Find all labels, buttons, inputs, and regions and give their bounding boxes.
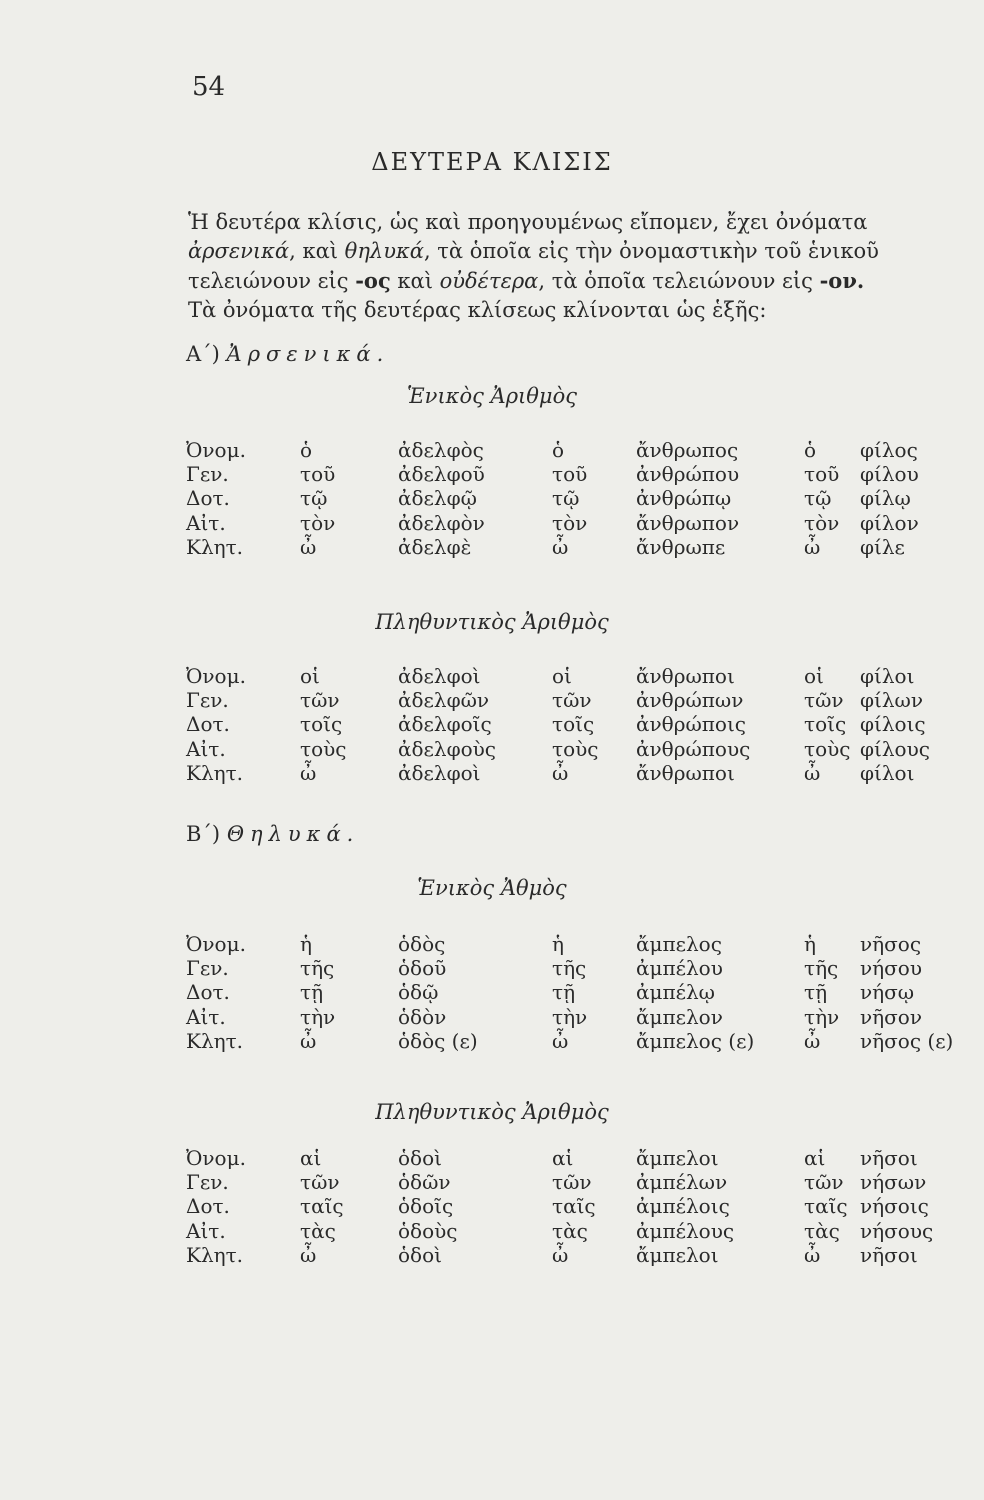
article: τῇ [804, 980, 828, 1005]
noun-form: ἀδελφοῦ [398, 462, 485, 487]
article: τῶν [300, 1170, 340, 1195]
article: ὁ [552, 438, 565, 462]
article: τὰς [300, 1218, 336, 1243]
fem-plural-title: Πληθυντικὸς Ἀριθμὸς [375, 1100, 609, 1124]
article: τῶν [804, 688, 844, 713]
table-row [0, 1243, 984, 1271]
article: τῆς [552, 956, 587, 981]
case-label: Αἰτ. [186, 1218, 226, 1243]
article: τὸν [804, 510, 840, 535]
noun-form: ἄνθρωποι [636, 664, 735, 688]
intro-line-1: Ἡ δευτέρα κλίσις, ὡς καὶ προηγουμένως εἴπομεν, ἔχει ὀνόματα [188, 210, 868, 234]
noun-form: ἄνθρωπος [636, 438, 739, 462]
noun-form: ἀδελφῷ [398, 486, 477, 511]
article: ὦ [804, 534, 821, 559]
article: ὦ [300, 760, 317, 785]
noun-form: ἀνθρώπῳ [636, 486, 732, 511]
noun-form: ἀδελφῶν [398, 688, 490, 713]
noun-form: ἀνθρώπου [636, 462, 740, 487]
article: ἡ [804, 932, 816, 956]
noun-form: ἀδελφοὶ [398, 664, 481, 688]
noun-form: ἄμπελος [636, 932, 722, 956]
case-label: Δοτ. [186, 712, 230, 737]
article: ὦ [804, 1028, 821, 1053]
article: τῶν [552, 688, 592, 713]
noun-form: φίλων [860, 688, 923, 713]
case-label: Γεν. [186, 956, 229, 981]
masc-singular-title: Ἑνικὸς Ἀριθμὸς [407, 384, 577, 408]
case-label: Κλητ. [186, 1242, 244, 1267]
article: τῷ [804, 486, 832, 511]
noun-form: νήσων [860, 1170, 927, 1195]
article: τὴν [300, 1004, 336, 1029]
article: ὦ [804, 760, 821, 785]
article: τοῖς [552, 712, 595, 737]
section-a-label: Α΄) Ἀρσενικά. [186, 342, 390, 366]
intro-line-3: τελειώνουν εἰς -ος καὶ οὐδέτερα, τὰ ὁποῖα τελειώνουν εἰς -ον. [188, 268, 865, 293]
article: αἱ [804, 1146, 826, 1170]
section-b-label: Β΄) Θηλυκά. [186, 822, 360, 846]
article: ὦ [552, 1028, 569, 1053]
noun-form: ἄνθρωποι [636, 760, 735, 785]
article: ὦ [804, 1242, 821, 1267]
article: τῶν [552, 1170, 592, 1195]
case-label: Ὀνομ. [186, 664, 246, 688]
noun-form: νῆσοι [860, 1146, 918, 1170]
noun-form: νῆσος [860, 932, 922, 956]
noun-form: ὁδὸς [398, 932, 446, 956]
noun-form: ἄμπελον [636, 1004, 723, 1029]
noun-form: ἀδελφὲ [398, 534, 472, 559]
noun-form: ἀνθρώπους [636, 736, 751, 761]
noun-form: ἄνθρωπε [636, 534, 726, 559]
noun-form: ἀμπέλοις [636, 1194, 730, 1219]
noun-form: ἄμπελοι [636, 1146, 719, 1170]
page-title: ΔΕΥΤΕΡΑ ΚΛΙΣΙΣ [371, 148, 613, 176]
article: ἡ [552, 932, 564, 956]
case-label: Αἰτ. [186, 1004, 226, 1029]
intro-paragraph [188, 208, 968, 325]
case-label: Δοτ. [186, 486, 230, 511]
table-row [0, 761, 984, 789]
article: τῷ [552, 486, 580, 511]
noun-form: ἀδελφοὶ [398, 760, 481, 785]
noun-form: νήσῳ [860, 980, 915, 1005]
article: ταῖς [552, 1194, 596, 1219]
noun-form: ἄνθρωπον [636, 510, 740, 535]
case-label: Αἰτ. [186, 510, 226, 535]
article: τῆς [300, 956, 335, 981]
noun-form: ὁδοῦ [398, 956, 447, 981]
noun-form: φίλοις [860, 712, 926, 737]
noun-form: φίλῳ [860, 486, 911, 511]
noun-form: ἀδελφοῖς [398, 712, 492, 737]
noun-form: ἀμπέλῳ [636, 980, 715, 1005]
noun-form: ἀδελφὸν [398, 510, 485, 535]
article: οἱ [552, 664, 572, 688]
noun-form: νῆσον [860, 1004, 922, 1029]
noun-form: ἄμπελοι [636, 1242, 719, 1267]
noun-form: ἄμπελος (ε) [636, 1028, 755, 1053]
article: τοὺς [804, 736, 851, 761]
noun-form: νήσους [860, 1218, 934, 1243]
fem-singular-title: Ἑνικὸς Ἀθμὸς [417, 876, 567, 900]
noun-form: ὁδοὶ [398, 1146, 442, 1170]
noun-form: ἀμπέλους [636, 1218, 735, 1243]
article: ὦ [300, 534, 317, 559]
noun-form: ἀδελφοὺς [398, 736, 496, 761]
article: ὦ [552, 760, 569, 785]
noun-form: ἀνθρώποις [636, 712, 746, 737]
noun-form: ὁδοῖς [398, 1194, 454, 1219]
article: τοῦ [804, 462, 840, 487]
case-label: Αἰτ. [186, 736, 226, 761]
article: τὰς [552, 1218, 588, 1243]
article: τοὺς [300, 736, 347, 761]
article: ὦ [300, 1242, 317, 1267]
article: τῶν [300, 688, 340, 713]
article: τὰς [804, 1218, 840, 1243]
noun-form: νῆσος (ε) [860, 1028, 954, 1053]
noun-form: φίλε [860, 534, 905, 559]
noun-form: φίλου [860, 462, 919, 487]
intro-line-2: ἀρσενικά, καὶ θηλυκά, τὰ ὁποῖα εἰς τὴν ὀνομαστικὴν τοῦ ἑνικοῦ [188, 239, 879, 263]
article: τὸν [300, 510, 336, 535]
noun-form: φίλους [860, 736, 930, 761]
article: ὦ [552, 534, 569, 559]
case-label: Κλητ. [186, 534, 244, 559]
noun-form: νήσου [860, 956, 922, 981]
case-label: Ὀνομ. [186, 932, 246, 956]
intro-line-4: Τὰ ὀνόματα τῆς δευτέρας κλίσεως κλίνονται ὡς ἑξῆς: [188, 298, 767, 322]
noun-form: φίλον [860, 510, 919, 535]
case-label: Ὀνομ. [186, 438, 246, 462]
article: τοῦ [300, 462, 336, 487]
noun-form: ὁδῶν [398, 1170, 451, 1195]
article: τοῦ [552, 462, 588, 487]
case-label: Γεν. [186, 688, 229, 713]
article: αἱ [300, 1146, 322, 1170]
article: τοῖς [804, 712, 847, 737]
article: τῇ [552, 980, 576, 1005]
article: ταῖς [804, 1194, 848, 1219]
case-label: Ὀνομ. [186, 1146, 246, 1170]
article: ὁ [804, 438, 817, 462]
case-label: Κλητ. [186, 760, 244, 785]
case-label: Γεν. [186, 1170, 229, 1195]
noun-form: νῆσοι [860, 1242, 918, 1267]
article: τὴν [804, 1004, 840, 1029]
article: τῶν [804, 1170, 844, 1195]
table-row [0, 1029, 984, 1057]
article: τοῖς [300, 712, 343, 737]
noun-form: ὁδοὺς [398, 1218, 458, 1243]
article: τὴν [552, 1004, 588, 1029]
article: ὦ [552, 1242, 569, 1267]
noun-form: ὁδοὶ [398, 1242, 442, 1267]
article: αἱ [552, 1146, 574, 1170]
noun-form: ἀμπέλων [636, 1170, 728, 1195]
noun-form: ὁδὸς (ε) [398, 1028, 478, 1053]
table-row [0, 535, 984, 563]
page-number: 54 [192, 72, 226, 102]
noun-form: φίλοι [860, 760, 915, 785]
case-label: Δοτ. [186, 1194, 230, 1219]
noun-form: ἀμπέλου [636, 956, 723, 981]
noun-form: ὁδῷ [398, 980, 439, 1005]
article: ταῖς [300, 1194, 344, 1219]
noun-form: νήσοις [860, 1194, 929, 1219]
noun-form: ἀνθρώπων [636, 688, 744, 713]
article: τῆς [804, 956, 839, 981]
case-label: Γεν. [186, 462, 229, 487]
article: ὦ [300, 1028, 317, 1053]
article: οἱ [300, 664, 320, 688]
case-label: Κλητ. [186, 1028, 244, 1053]
article: οἱ [804, 664, 824, 688]
article: ὁ [300, 438, 313, 462]
article: τῷ [300, 486, 328, 511]
case-label: Δοτ. [186, 980, 230, 1005]
noun-form: φίλος [860, 438, 918, 462]
article: ἡ [300, 932, 312, 956]
masc-plural-title: Πληθυντικὸς Ἀριθμὸς [375, 610, 609, 634]
noun-form: φίλοι [860, 664, 915, 688]
article: τὸν [552, 510, 588, 535]
article: τῇ [300, 980, 324, 1005]
article: τοὺς [552, 736, 599, 761]
noun-form: ὁδὸν [398, 1004, 447, 1029]
noun-form: ἀδελφὸς [398, 438, 484, 462]
